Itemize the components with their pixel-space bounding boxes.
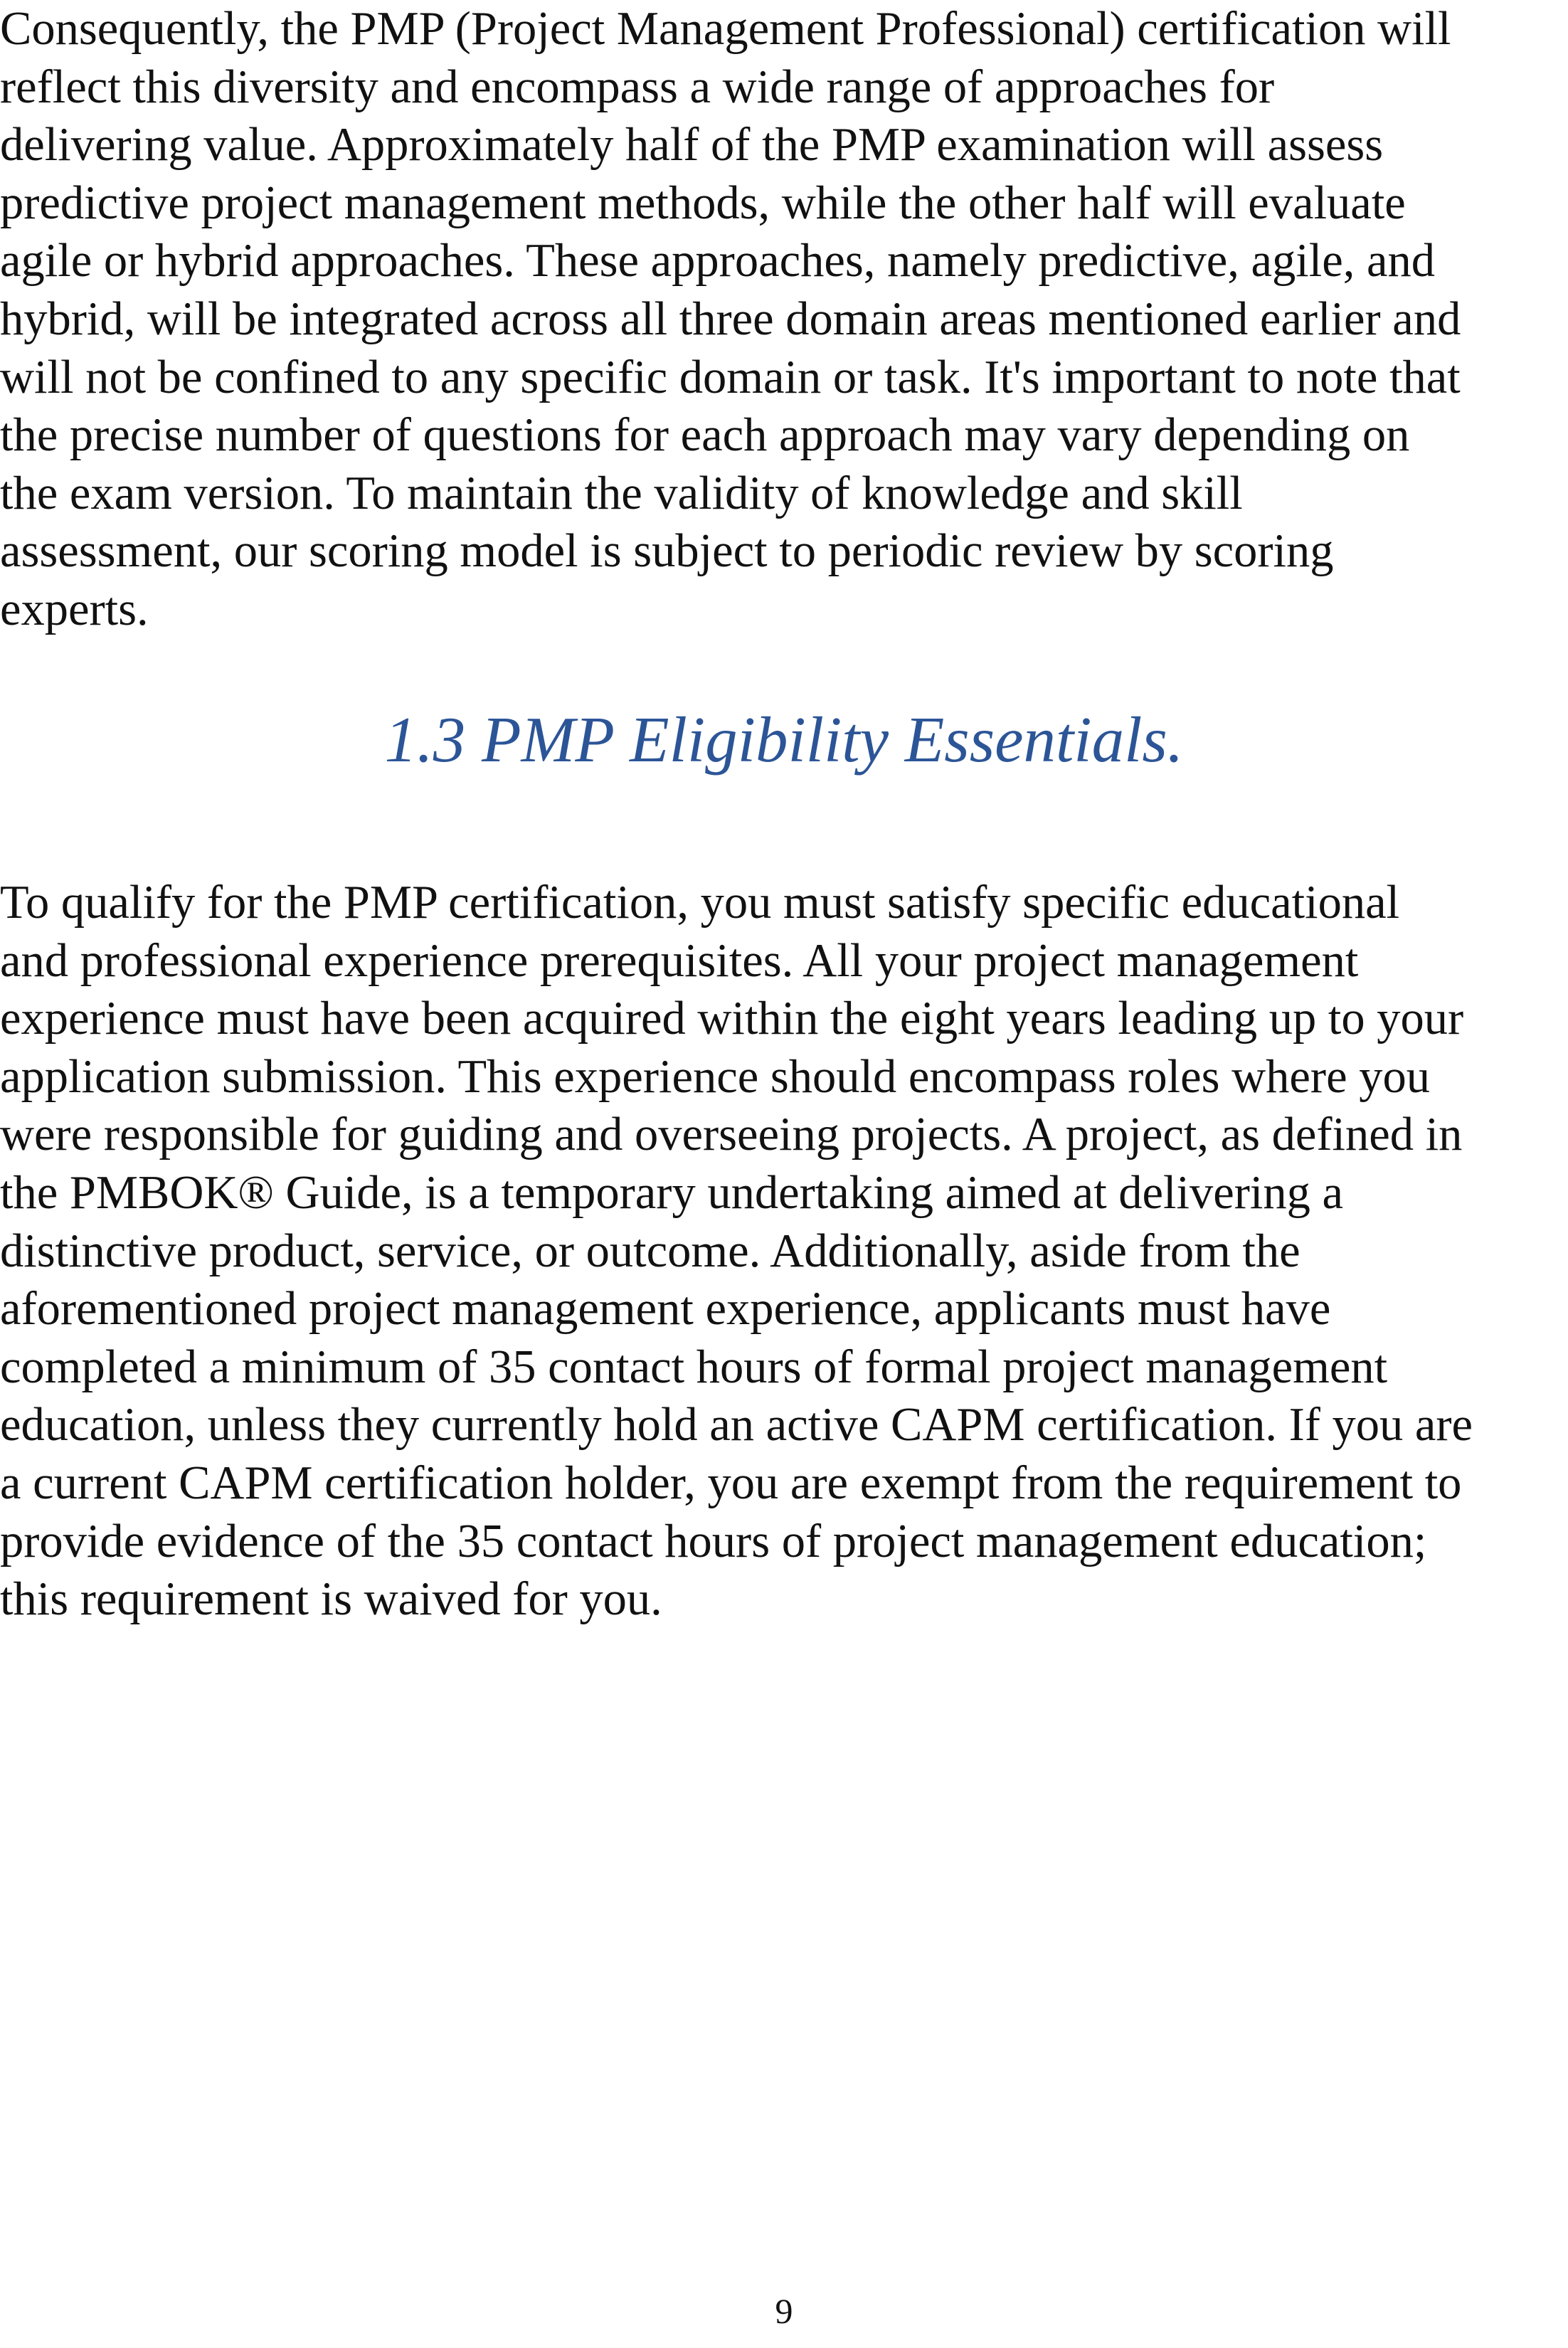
text-line: agile or hybrid approaches. These approaches, namely predictive, agile, and (0, 235, 1435, 287)
text-line: predictive project management methods, while the other half will evaluate (0, 176, 1406, 229)
text-line: aforementioned project management experience, applicants must have (0, 1283, 1331, 1336)
text-line: application submission. This experience should encompass roles where you (0, 1050, 1430, 1103)
text-line: this requirement is waived for you. (0, 1573, 662, 1626)
text-line: hybrid, will be integrated across all three domain areas mentioned earlier and (0, 292, 1461, 345)
text-line: education, unless they currently hold an active CAPM certification. If you are (0, 1399, 1473, 1451)
page-number: 9 (775, 2291, 793, 2331)
text-line: were responsible for guiding and overseeing projects. A project, as defined in (0, 1109, 1463, 1161)
text-line: reflect this diversity and encompass a wide range of approaches for (0, 60, 1275, 113)
section-heading: 1.3 PMP Eligibility Essentials. (384, 704, 1184, 776)
text-line: delivering value. Approximately half of the PMP examination will assess (0, 119, 1384, 171)
text-line: provide evidence of the 35 contact hours of project management education; (0, 1515, 1427, 1567)
body-paragraph-2 (0, 874, 1568, 1629)
text-line: To qualify for the PMP certification, you must satisfy specific educational (0, 877, 1400, 929)
text-line: the exam version. To maintain the validity of knowledge and skill (0, 467, 1243, 519)
text-line: experience must have been acquired within the eight years leading up to your (0, 993, 1464, 1045)
text-line: a current CAPM certification holder, you are exempt from the requirement to (0, 1456, 1462, 1509)
text-line: distinctive product, service, or outcome. Additionally, aside from the (0, 1225, 1301, 1277)
text-line: the PMBOK® Guide, is a temporary undertaking aimed at delivering a (0, 1166, 1344, 1219)
text-line: the precise number of questions for each approach may vary depending on (0, 409, 1410, 462)
text-line: will not be confined to any specific domain or task. It's important to note that (0, 351, 1461, 403)
body-paragraph-1 (0, 0, 1568, 639)
text-line: and professional experience prerequisites. All your project management (0, 934, 1359, 987)
text-line: experts. (0, 583, 149, 635)
text-line: assessment, our scoring model is subject to periodic review by scoring (0, 525, 1334, 578)
text-line: completed a minimum of 35 contact hours of formal project management (0, 1340, 1388, 1393)
text-line: Consequently, the PMP (Project Management Professional) certification will (0, 3, 1451, 55)
